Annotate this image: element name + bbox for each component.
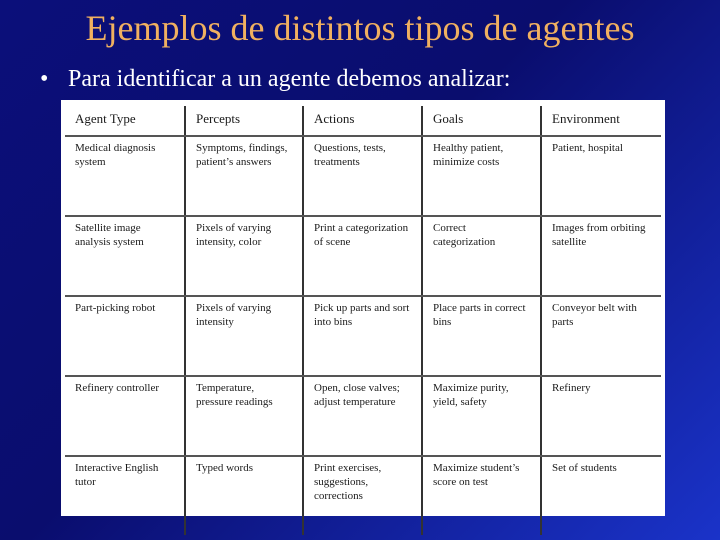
table-cell: Set of students [541,456,661,535]
agent-table-image [61,100,665,516]
table-cell: Open, close valves; adjust temperature [303,376,422,456]
table-cell: Interactive English tutor [75,462,159,488]
table-row [65,456,661,535]
table-cell: Satellite image analysis system [65,216,185,296]
table-cell: Patient, hospital [541,136,661,216]
table-cell: Temperature, pressure readings [185,376,303,456]
header-actions: Actions [303,106,422,136]
table-cell: Print a categorization of scene [303,216,422,296]
table-cell: Pick up parts and sort into bins [303,296,422,376]
header-environment: Environment [541,106,661,136]
table-cell: Correct categorization [422,216,541,296]
slide-title: Ejemplos de distintos tipos de agentes [85,8,635,48]
table-cell: Maximize student’s score on test [422,456,541,535]
table-row [65,296,661,376]
table-cell: Print exercises, suggestions, corrections [303,456,422,535]
table-cell: Medical diagnosis system [65,136,185,216]
table-row [65,376,661,456]
table-cell: Pixels of varying intensity, color [185,216,303,296]
bullet-text: Para identificar a un agente debemos analizar: [68,66,511,92]
table-cell: Place parts in correct bins [422,296,541,376]
table-cell: Refinery controller [65,376,185,456]
table-cell: Pixels of varying intensity [185,296,303,376]
header-percepts: Percepts [185,106,303,136]
table-cell: Part-picking robot [65,296,185,376]
table-header-row [65,106,661,136]
table-cell: Conveyor belt with parts [541,296,661,376]
table-cell: Refinery [541,376,661,456]
table-cell: Typed words [185,456,303,535]
agent-types-table [65,106,661,535]
table-row [65,136,661,216]
table-cell: Healthy patient, minimize costs [422,136,541,216]
bullet-point [40,64,510,94]
table-cell: Maximize purity, yield, safety [422,376,541,456]
header-goals: Goals [422,106,541,136]
table-cell: Symptoms, findings, patient’s answers [185,136,303,216]
table-cell: Questions, tests, treatments [303,136,422,216]
header-agent-type: Agent Type [65,106,185,136]
table-row [65,216,661,296]
bullet-dot: • [40,66,49,92]
table-cell: Images from orbiting satellite [541,216,661,296]
